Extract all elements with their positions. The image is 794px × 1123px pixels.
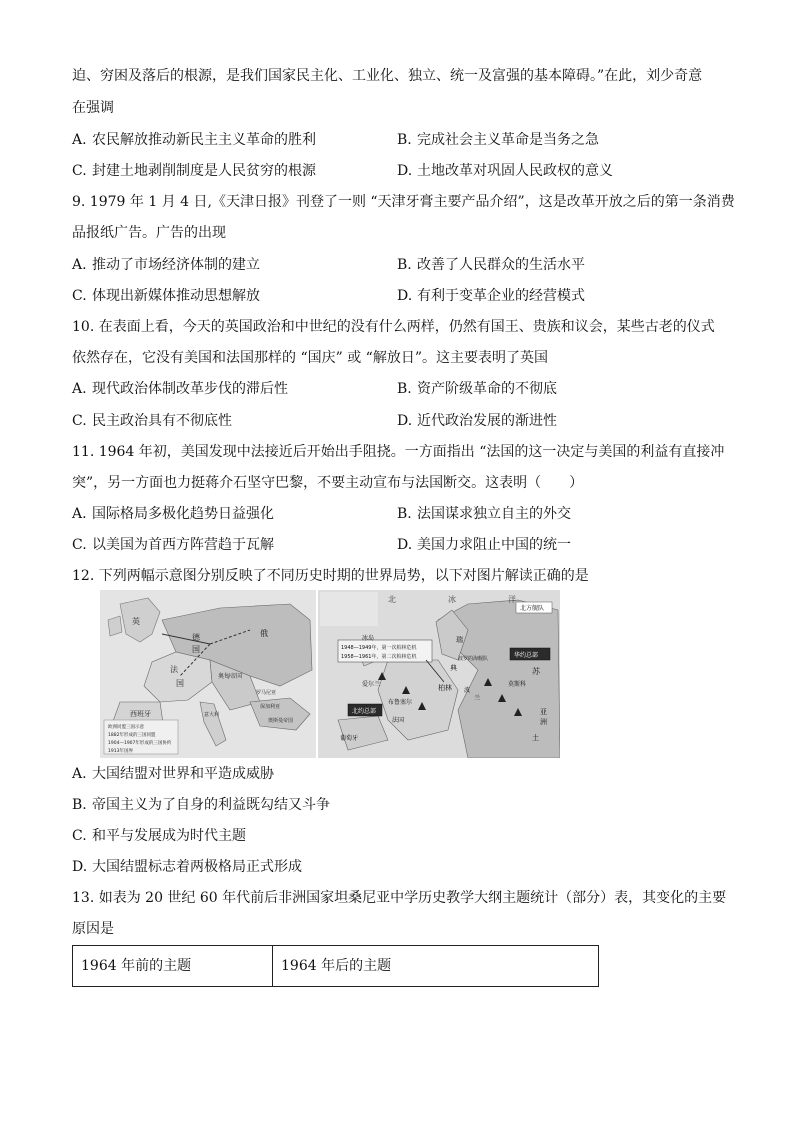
q10-option-b: B. 资产阶级革命的不彻底 xyxy=(397,381,557,397)
map-alliances-europe xyxy=(100,590,316,758)
q12-option-b: B. 帝国主义为了自身的利益既勾结又斗争 xyxy=(72,797,330,813)
q8-stem-line-1: 迫、穷困及落后的根源，是我们国家民主化、工业化、独立、统一及富强的基本障碍。”在此，刘少奇意 xyxy=(72,68,703,84)
q11-stem-line-2: 突”，另一方面也力挺蒋介石坚守巴黎，不要主动宣布与法国断交。这表明（ ） xyxy=(72,475,584,491)
q11-option-d: D. 美国力求阻止中国的统一 xyxy=(397,537,571,553)
q8-option-c: C. 封建土地剥削制度是人民贫穷的根源 xyxy=(72,163,316,179)
map2-label-lan: 兰 xyxy=(474,695,481,702)
map-cold-war-europe xyxy=(318,590,560,758)
q11-option-a: A. 国际格局多极化趋势日益强化 xyxy=(72,506,274,522)
q11-option-c: C. 以美国为首西方阵营趋于瓦解 xyxy=(72,537,274,553)
q11-option-b: B. 法国谋求独立自主的外交 xyxy=(397,506,571,522)
map1-legend-1: 欧洲同盟三国示意 xyxy=(108,725,144,730)
map1-label-guo2: 国 xyxy=(176,679,184,688)
q10-option-c: C. 民主政治具有不彻底性 xyxy=(72,413,232,429)
q9-stem-line-2: 品报纸广告。广告的出现 xyxy=(72,225,226,241)
q10-stem-line-2: 依然存在，它没有美国和法国那样的 “国庆” 或 “解放日”。这主要表明了英国 xyxy=(72,350,548,366)
map2-note-2: 1958—1961年，第二次柏林危机 xyxy=(341,654,417,660)
map2-label-zhou: 洲 xyxy=(540,718,547,726)
q11-stem-line-1: 11. 1964 年初，美国发现中法接近后开始出手阻挠。一方面指出 “法国的这一决定与美国的利益有直接冲 xyxy=(72,444,725,460)
q9-option-c: C. 体现出新媒体推动思想解放 xyxy=(72,288,260,304)
q9-option-d: D. 有利于变革企业的经营模式 xyxy=(397,288,585,304)
q9-option-b: B. 改善了人民群众的生活水平 xyxy=(397,257,585,273)
q10-option-d: D. 近代政治发展的渐进性 xyxy=(397,413,557,429)
map2-label-bing: 冰 xyxy=(448,595,456,604)
q12-option-a: A. 大国结盟对世界和平造成威胁 xyxy=(72,766,274,782)
q12-option-d: D. 大国结盟标志着两极格局正式形成 xyxy=(72,859,302,875)
map2-label-su: 苏 xyxy=(532,667,540,676)
map1-label-ottoman: 奥斯曼帝国 xyxy=(268,718,294,724)
map2-label-ireland: 爱尔兰 xyxy=(362,681,381,688)
q13-table-header-before-1964: 1964 年前的主题 xyxy=(73,946,273,986)
map1-label-spain: 西班牙 xyxy=(130,710,151,718)
map2-label-tu: 土 xyxy=(532,734,539,742)
map2-label-northern-fleet: 北方舰队 xyxy=(520,605,545,612)
map1-label-italy: 意大利 xyxy=(204,712,220,718)
map1-label-romania: 罗马尼亚 xyxy=(256,690,277,696)
q10-stem-line-1: 10. 在表面上看，今天的英国政治和中世纪的没有什么两样，仍然有国王、贵族和议会，某些古老的仪式 xyxy=(72,319,715,335)
map2-label-moscow: 莫斯科 xyxy=(508,681,527,688)
q8-option-d: D. 土地改革对巩固人民政权的意义 xyxy=(397,163,613,179)
map2-label-nato-hq: 北约总部 xyxy=(352,708,377,715)
map2-label-rui: 瑞 xyxy=(456,636,463,644)
map1-label-de: 德 xyxy=(192,633,200,642)
q9-stem-line-1: 9. 1979 年 1 月 4 日,《天津日报》刊登了一则 “天津牙膏主要产品介绍”，这是改革开放之后的第一条消费 xyxy=(72,194,735,210)
map1-label-fa: 法 xyxy=(170,665,178,674)
map1-label-austria-hungary: 奥匈帝国 xyxy=(218,673,243,680)
q12-stem: 12. 下列两幅示意图分别反映了不同历史时期的世界局势，以下对图片解读正确的是 xyxy=(72,568,589,584)
map2-label-yang: 洋 xyxy=(508,595,516,604)
q8-option-b: B. 完成社会主义革命是当务之急 xyxy=(397,132,599,148)
q10-option-a: A. 现代政治体制改革步伐的滞后性 xyxy=(72,381,288,397)
map1-legend-3: 1904—1907年形成的三国协约 xyxy=(108,741,172,746)
q13-table-header-after-1964: 1964 年后的主题 xyxy=(281,958,392,974)
map2-label-ya: 亚 xyxy=(540,708,547,716)
q8-option-a: A. 农民解放推动新民主主义革命的胜利 xyxy=(72,132,316,148)
map1-label-guo: 国 xyxy=(192,645,200,654)
map2-label-iceland: 冰岛 xyxy=(362,635,375,642)
q13-stem-line-2: 原因是 xyxy=(72,921,114,937)
q8-stem-line-2: 在强调 xyxy=(72,100,114,116)
map1-label-bulgaria: 保加利亚 xyxy=(260,704,281,710)
map2-note-1: 1948—1949年，第一次柏林危机 xyxy=(341,645,417,651)
map1-legend-2: 1882年形成的三国同盟 xyxy=(108,733,156,738)
map1-legend-4: 1913年国界 xyxy=(108,749,133,754)
map2-label-dian: 典 xyxy=(450,664,457,672)
q13-stem-line-1: 13. 如表为 20 世纪 60 年代前后非洲国家坦桑尼亚中学历史教学大纲主题统计（部分）表，其变化的主要 xyxy=(72,890,727,906)
map1-label-e: 俄 xyxy=(260,629,268,638)
map2-label-baltic-fleet: 波罗的海舰队 xyxy=(458,656,489,662)
map2-label-france: 法国 xyxy=(392,717,405,724)
q9-option-a: A. 推动了市场经济体制的建立 xyxy=(72,257,260,273)
map2-label-brussels: 布鲁塞尔 xyxy=(388,699,413,706)
map2-label-portugal: 葡萄牙 xyxy=(340,735,359,742)
map2-label-berlin: 柏林 xyxy=(438,684,452,692)
map1-label-ying: 英 xyxy=(132,617,140,626)
q13-table xyxy=(72,945,599,987)
q12-option-c: C. 和平与发展成为时代主题 xyxy=(72,828,246,844)
map2-label-bo: 波 xyxy=(464,687,471,694)
map2-label-bei: 北 xyxy=(388,595,396,604)
map2-label-warsaw-hq: 华约总部 xyxy=(514,652,539,659)
